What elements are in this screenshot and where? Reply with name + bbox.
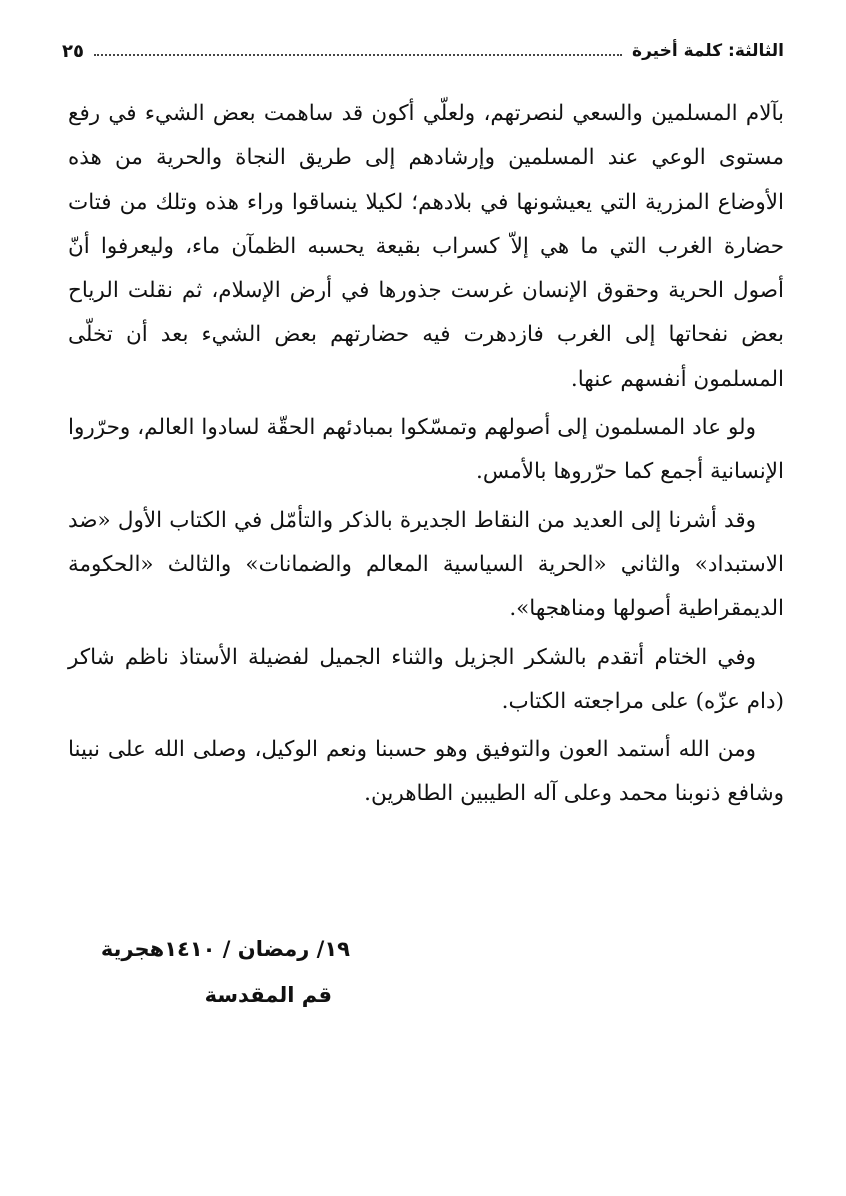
- running-header: [62, 36, 784, 66]
- body-text: [68, 92, 784, 821]
- page-number: ٢٥: [62, 40, 84, 62]
- dotted-leader: [94, 54, 622, 56]
- paragraph: ولو عاد المسلمون إلى أصولهم وتمسّكوا بمبادئهم الحقّة لسادوا العالم، وحرّروا الإنسانية أجمع كما حرّروها بالأمس.: [68, 415, 784, 485]
- running-header-title: الثالثة: كلمة أخيرة: [632, 41, 784, 61]
- paragraph: وقد أشرنا إلى العديد من النقاط الجديرة بالذكر والتأمّل في الكتاب الأول «ضد الاستبداد» والثاني «الحرية السياسية المعالم والضمانات» والثالث «الحكومة الديمقراطية أصولها ومناهجها».: [68, 507, 784, 622]
- paragraph: ومن الله أستمد العون والتوفيق وهو حسبنا ونعم الوكيل، وصلى الله على نبينا وشافع ذنوبنا محمد وعلى آله الطيبين الطاهرين.: [68, 737, 784, 807]
- paragraph: وفي الختام أتقدم بالشكر الجزيل والثناء الجميل لفضيلة الأستاذ ناظم شاكر (دام عزّه) على مراجعته الكتاب.: [68, 644, 784, 714]
- signature-date: ١٩/ رمضان / ١٤١٠هجرية: [100, 937, 350, 961]
- paragraph-continuation: بآلام المسلمين والسعي لنصرتهم، ولعلّي أكون قد ساهمت بعض الشيء في رفع مستوى الوعي عند المسلمين وإرشادهم إلى طريق النجاة والحرية من هذه الأوضاع المزرية التي يعيشونها في بلادهم؛ لكيلا ينساقوا وراء هذه وتلك من فتات حضارة الغرب التي ما هي إلاّ كسراب بقيعة يحسبه الظمآن ماء، وليعرفوا أنّ أصول الحرية وحقوق الإنسان غرست جذورها في أرض الإسلام، ثم نقلت الرياح بعض نفحاتها إلى الغرب فازدهرت فيه حضارتهم بعض الشيء بعد أن تخلّى المسلمون أنفسهم عنها.: [68, 101, 784, 392]
- signature-block: [90, 926, 350, 1018]
- signature-place: قم المقدسة: [204, 983, 332, 1007]
